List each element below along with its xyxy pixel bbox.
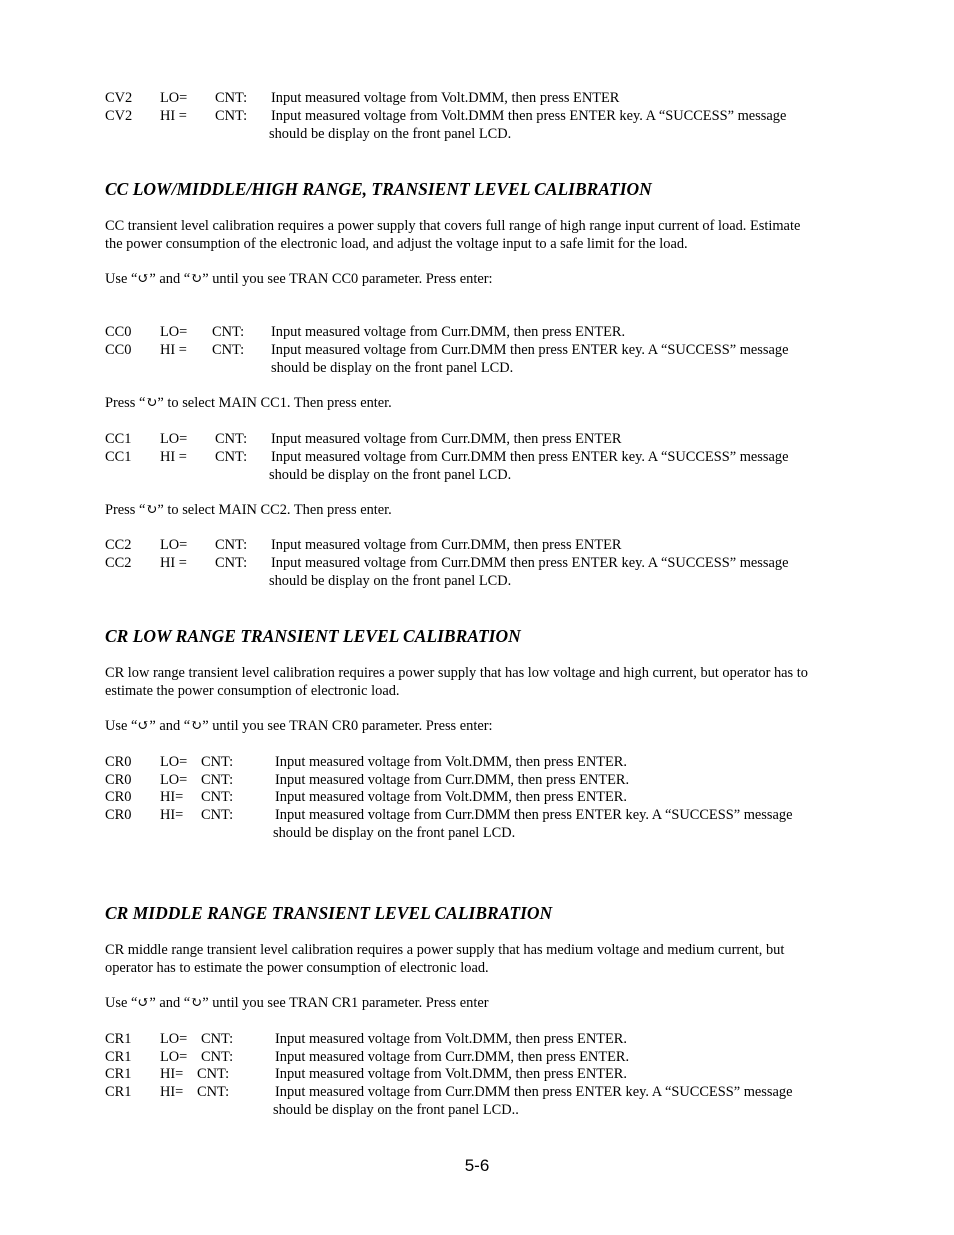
section-heading: CR MIDDLE RANGE TRANSIENT LEVEL CALIBRATION <box>105 903 553 923</box>
row-code: CR0 <box>105 807 132 823</box>
row-cnt: CNT: <box>197 1084 230 1100</box>
row-description: Input measured voltage from Volt.DMM, then press ENTER. <box>275 1066 627 1082</box>
row-code: CR1 <box>105 1031 132 1047</box>
row-description: Input measured voltage from Volt.DMM, then press ENTER. <box>275 1031 627 1047</box>
row-range: LO= <box>160 90 188 106</box>
row-description-continuation: should be display on the front panel LCD. <box>269 126 512 142</box>
row-code: CC0 <box>105 324 132 340</box>
row-description: Input measured voltage from Curr.DMM, then press ENTER <box>271 537 622 553</box>
row-range: LO= <box>160 324 188 340</box>
instruction-line: Use “↺” and “↻” until you see TRAN CR0 parameter. Press enter: <box>105 718 493 734</box>
row-cnt: CNT: <box>215 537 248 553</box>
row-cnt: CNT: <box>215 90 248 106</box>
row-cnt: CNT: <box>212 342 245 358</box>
row-cnt: CNT: <box>201 1049 234 1065</box>
row-description: Input measured voltage from Volt.DMM then press ENTER key. A “SUCCESS” message <box>271 108 787 124</box>
row-code: CR0 <box>105 772 132 788</box>
instruction-line: Use “↺” and “↻” until you see TRAN CR1 parameter. Press enter <box>105 995 489 1011</box>
page-number: 5-6 <box>464 1156 490 1175</box>
instruction-line: Press “↻” to select MAIN CC2. Then press enter. <box>105 502 392 518</box>
row-description-continuation: should be display on the front panel LCD. <box>269 467 512 483</box>
row-cnt: CNT: <box>215 449 248 465</box>
row-range: HI= <box>160 789 184 805</box>
row-description: Input measured voltage from Volt.DMM, then press ENTER <box>271 90 620 106</box>
row-code: CC2 <box>105 555 132 571</box>
row-description: Input measured voltage from Curr.DMM then press ENTER key. A “SUCCESS” message <box>271 342 789 358</box>
row-range: LO= <box>160 754 188 770</box>
row-code: CR0 <box>105 789 132 805</box>
row-range: HI = <box>160 342 187 358</box>
paragraph-line: estimate the power consumption of electronic load. <box>105 683 400 699</box>
row-description-continuation: should be display on the front panel LCD. <box>271 360 514 376</box>
row-cnt: CNT: <box>215 108 248 124</box>
row-range: HI= <box>160 1066 184 1082</box>
row-range: LO= <box>160 1031 188 1047</box>
row-code: CV2 <box>105 90 133 106</box>
row-description-continuation: should be display on the front panel LCD. <box>269 573 512 589</box>
section-heading: CR LOW RANGE TRANSIENT LEVEL CALIBRATION <box>105 626 521 646</box>
row-range: HI= <box>160 807 184 823</box>
row-code: CV2 <box>105 108 133 124</box>
row-code: CR0 <box>105 754 132 770</box>
row-range: LO= <box>160 431 188 447</box>
row-code: CR1 <box>105 1049 132 1065</box>
row-range: LO= <box>160 772 188 788</box>
row-range: LO= <box>160 537 188 553</box>
row-cnt: CNT: <box>201 772 234 788</box>
row-range: HI = <box>160 555 187 571</box>
row-cnt: CNT: <box>215 431 248 447</box>
row-description: Input measured voltage from Curr.DMM, then press ENTER. <box>275 1049 630 1065</box>
row-cnt: CNT: <box>201 789 234 805</box>
row-cnt: CNT: <box>201 807 234 823</box>
paragraph-line: operator has to estimate the power consumption of electronic load. <box>105 960 489 976</box>
row-code: CC0 <box>105 342 132 358</box>
paragraph-line: the power consumption of the electronic load, and adjust the voltage input to a safe limit for the load. <box>105 236 688 252</box>
row-code: CC1 <box>105 449 132 465</box>
row-description: Input measured voltage from Curr.DMM then press ENTER key. A “SUCCESS” message <box>271 449 789 465</box>
row-description: Input measured voltage from Volt.DMM, then press ENTER. <box>275 754 627 770</box>
row-range: HI = <box>160 108 187 124</box>
row-cnt: CNT: <box>201 1031 234 1047</box>
row-description: Input measured voltage from Curr.DMM, then press ENTER. <box>271 324 626 340</box>
row-code: CR1 <box>105 1066 132 1082</box>
paragraph-line: CC transient level calibration requires a power supply that covers full range of high range input current of load. Estimate <box>105 218 801 234</box>
section-heading: CC LOW/MIDDLE/HIGH RANGE, TRANSIENT LEVEL CALIBRATION <box>105 179 652 199</box>
instruction-line: Press “↻” to select MAIN CC1. Then press enter. <box>105 395 392 411</box>
row-range: HI= <box>160 1084 184 1100</box>
row-cnt: CNT: <box>212 324 245 340</box>
row-code: CR1 <box>105 1084 132 1100</box>
row-description-continuation: should be display on the front panel LCD.. <box>273 1102 519 1118</box>
paragraph-line: CR middle range transient level calibration requires a power supply that has medium voltage and medium current, but <box>105 942 785 958</box>
row-description-continuation: should be display on the front panel LCD. <box>273 825 516 841</box>
row-description: Input measured voltage from Curr.DMM, then press ENTER. <box>275 772 630 788</box>
row-code: CC1 <box>105 431 132 447</box>
row-code: CC2 <box>105 537 132 553</box>
row-range: HI = <box>160 449 187 465</box>
instruction-line: Use “↺” and “↻” until you see TRAN CC0 parameter. Press enter: <box>105 271 493 287</box>
row-description: Input measured voltage from Volt.DMM, then press ENTER. <box>275 789 627 805</box>
row-cnt: CNT: <box>215 555 248 571</box>
row-cnt: CNT: <box>197 1066 230 1082</box>
row-cnt: CNT: <box>201 754 234 770</box>
row-description: Input measured voltage from Curr.DMM then press ENTER key. A “SUCCESS” message <box>275 1084 793 1100</box>
row-description: Input measured voltage from Curr.DMM then press ENTER key. A “SUCCESS” message <box>271 555 789 571</box>
row-description: Input measured voltage from Curr.DMM, then press ENTER <box>271 431 622 447</box>
paragraph-line: CR low range transient level calibration requires a power supply that has low voltage and high current, but operator has to <box>105 665 808 681</box>
row-range: LO= <box>160 1049 188 1065</box>
row-description: Input measured voltage from Curr.DMM then press ENTER key. A “SUCCESS” message <box>275 807 793 823</box>
